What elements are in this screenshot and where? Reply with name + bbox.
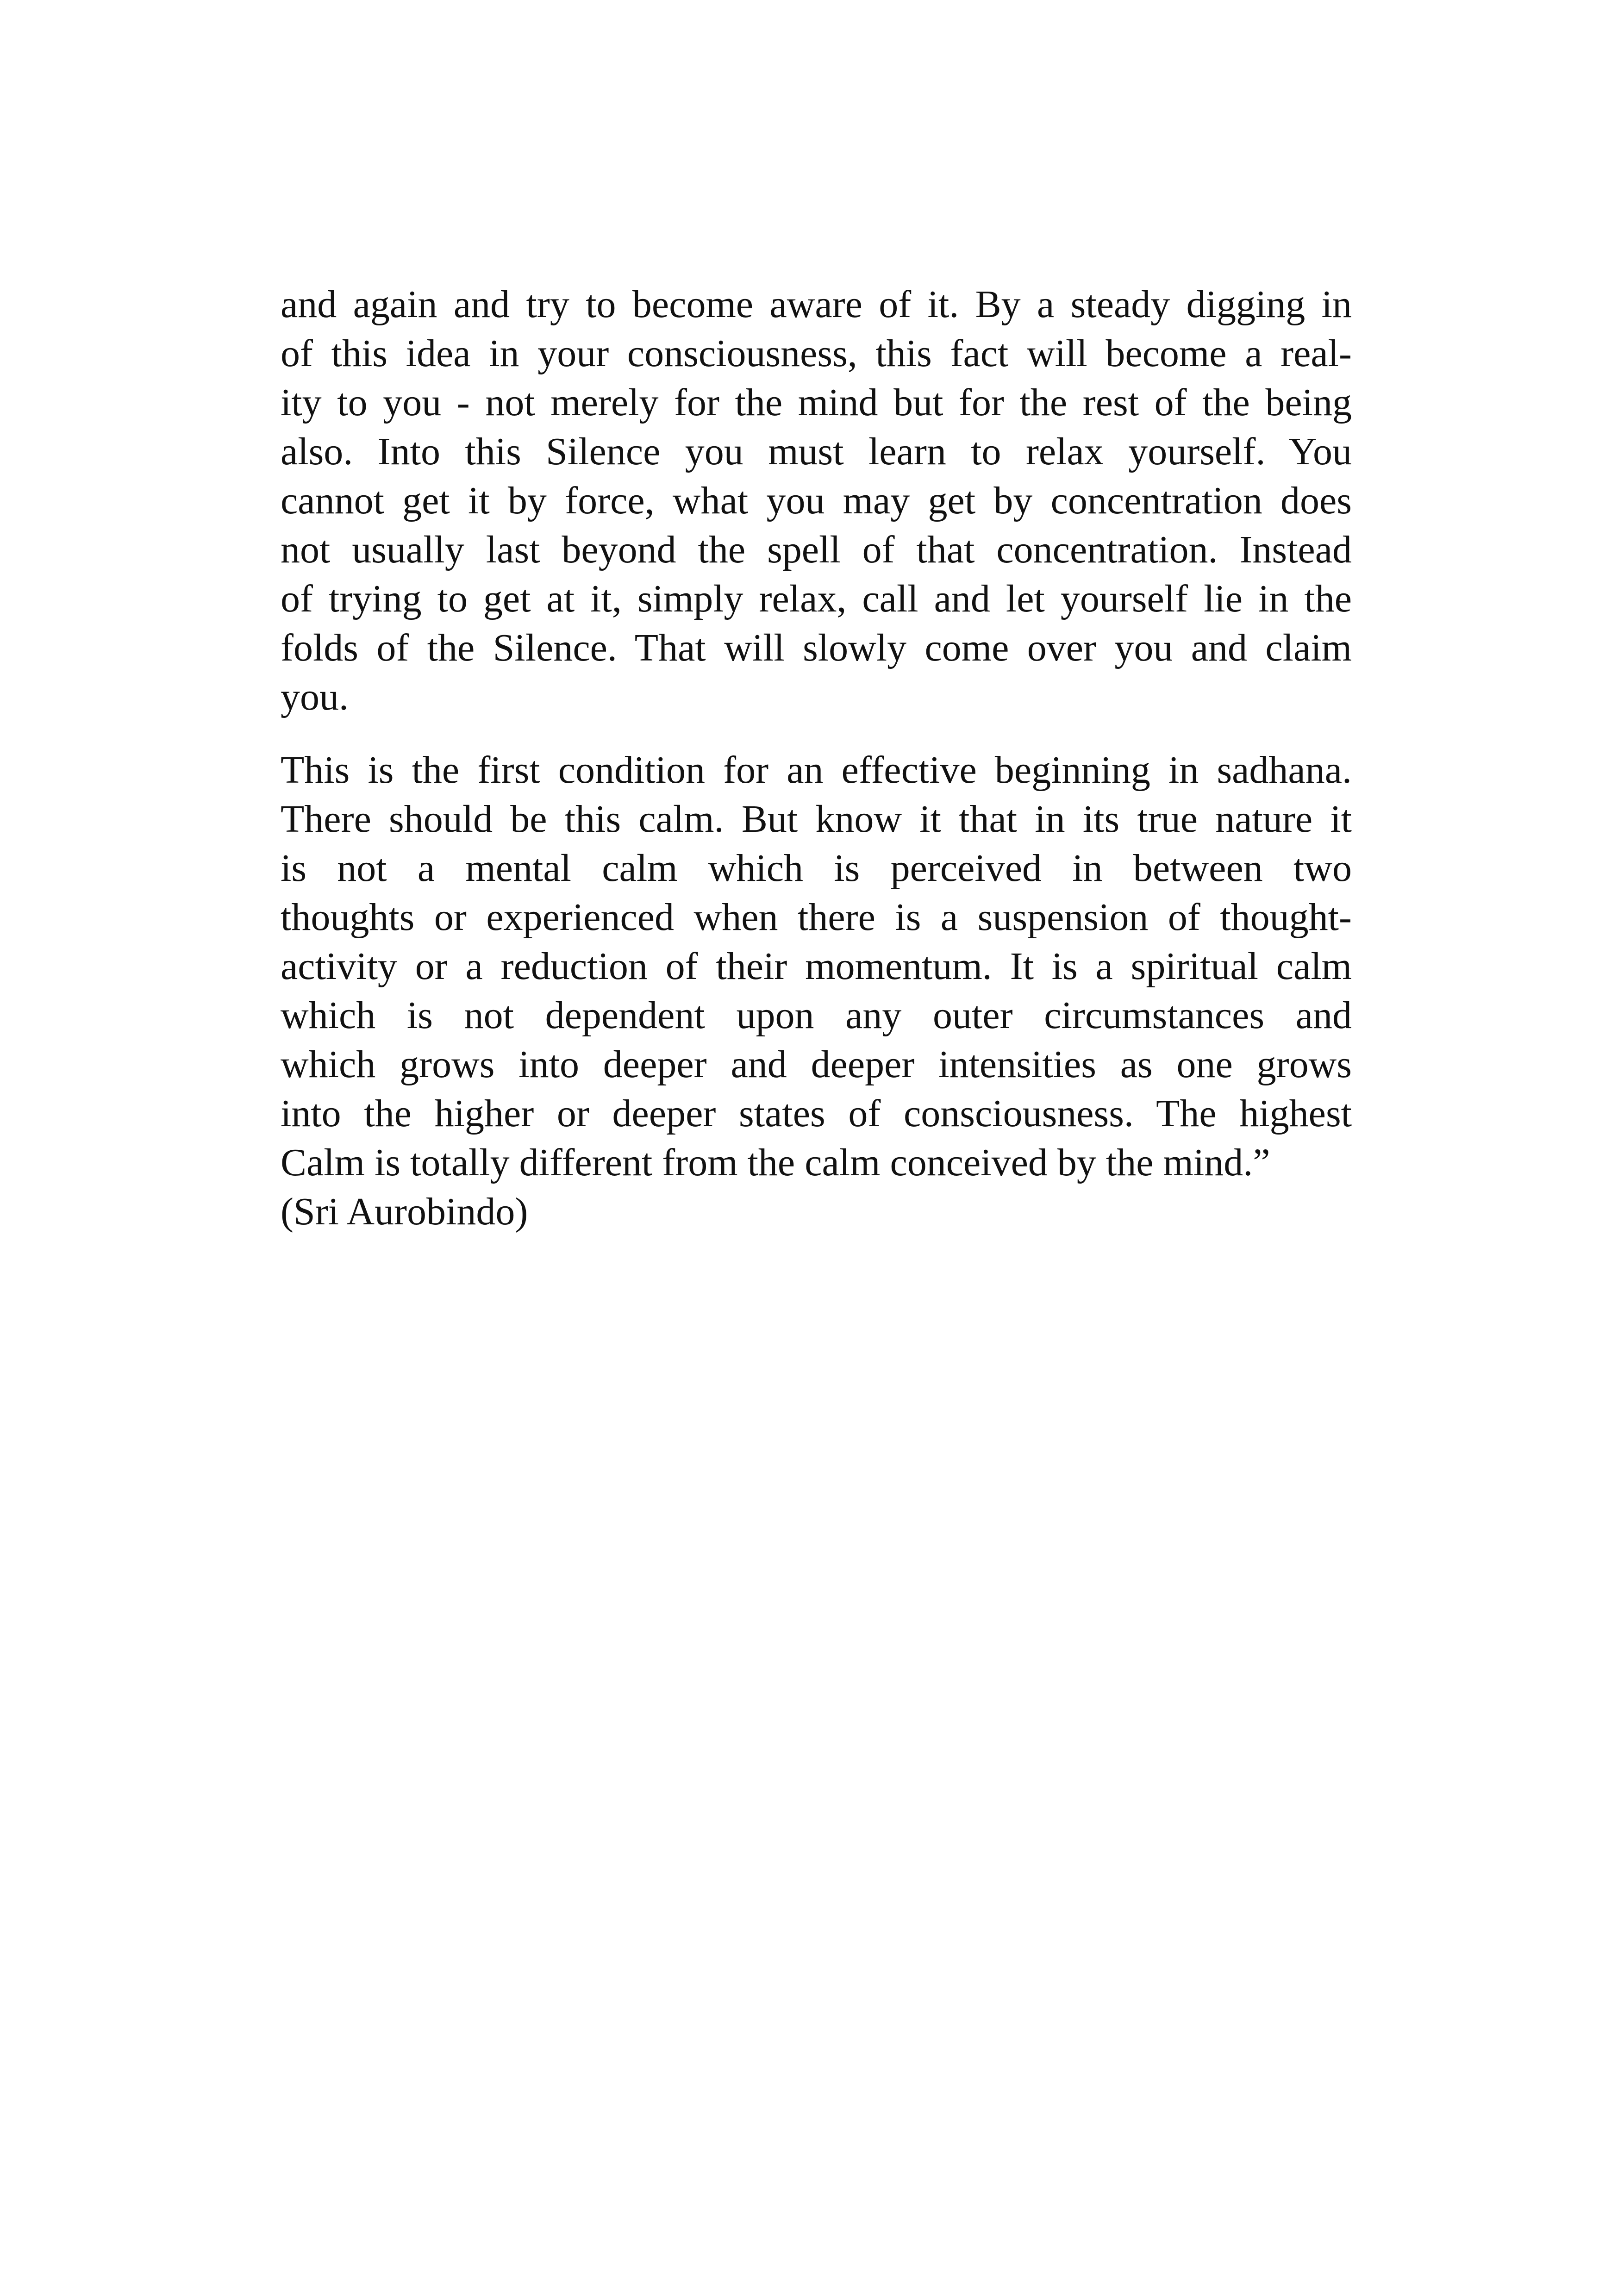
text-line: cannot get it by force, what you may get by concentration does: [281, 479, 1352, 522]
paragraph-spacer: [281, 722, 1352, 746]
text-line: which grows into deeper and deeper intensities as one grows: [281, 1043, 1352, 1086]
attribution: (Sri Aurobindo): [281, 1190, 528, 1233]
text-line: also. Into this Silence you must learn to relax yourself. You: [281, 430, 1352, 473]
text-line: thoughts or experienced when there is a suspension of thought-: [281, 896, 1352, 939]
text-line: This is the first condition for an effective beginning in sadhana.: [281, 748, 1352, 792]
text-line: not usually last beyond the spell of that concentration. Instead: [281, 528, 1352, 571]
text-line: folds of the Silence. That will slowly come over you and claim: [281, 626, 1352, 669]
text-line: activity or a reduction of their momentum. It is a spiritual calm: [281, 945, 1352, 988]
text-line: you.: [281, 675, 349, 718]
text-line: There should be this calm. But know it that in its true nature it: [281, 798, 1352, 841]
paragraph-2: [281, 746, 1352, 1236]
text-line: of trying to get at it, simply relax, call and let yourself lie in the: [281, 577, 1352, 620]
text-line: is not a mental calm which is perceived in between two: [281, 847, 1352, 890]
text-line: of this idea in your consciousness, this fact will become a real-: [281, 332, 1352, 375]
text-line: and again and try to become aware of it. By a steady digging in: [281, 283, 1352, 326]
text-line: Calm is totally different from the calm conceived by the mind.”: [281, 1141, 1270, 1184]
body-text: [281, 280, 1352, 1236]
paragraph-1: [281, 280, 1352, 722]
text-line: which is not dependent upon any outer circumstances and: [281, 994, 1352, 1037]
text-line: into the higher or deeper states of consciousness. The highest: [281, 1092, 1352, 1135]
text-line: ity to you - not merely for the mind but for the rest of the being: [281, 381, 1352, 424]
